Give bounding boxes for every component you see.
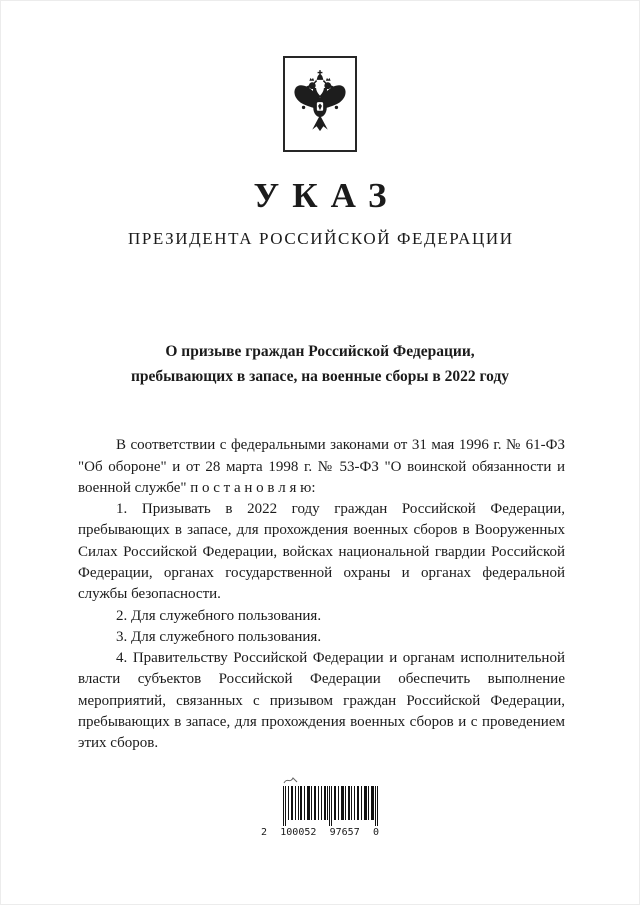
paragraph-item-3: 3. Для служебного пользования. bbox=[116, 628, 322, 645]
barcode-digit-group: 2 bbox=[261, 827, 268, 838]
decree-subject-line-2: пребывающих в запасе, на военные сборы в 2022 году bbox=[130, 368, 510, 386]
barcode-digit-group: 100052 bbox=[280, 827, 317, 838]
decree-subject-line-1: О призыве граждан Российской Федерации, bbox=[165, 343, 475, 360]
barcode-digit-group: 97657 bbox=[329, 827, 360, 838]
barcode bbox=[261, 786, 379, 838]
barcode-number bbox=[261, 827, 379, 838]
decree-subject-heading bbox=[0, 339, 640, 389]
double-headed-eagle-icon bbox=[291, 66, 349, 142]
paragraph-item-2: 2. Для служебного пользования. bbox=[116, 607, 322, 624]
decree-body bbox=[78, 435, 565, 754]
barcode-digit-group: 0 bbox=[372, 827, 379, 838]
paragraph-preamble: В соответствии с федеральными законами от 31 мая 1996 г. № 61-ФЗ "Об обороне" и от 28 марта 1998 г. № 53-ФЗ "О воинской обязанности и военной службе" п о с т а н о в л я ю: bbox=[78, 437, 565, 496]
tiny-print-mark bbox=[283, 776, 301, 785]
document-subtitle: ПРЕЗИДЕНТА РОССИЙСКОЙ ФЕДЕРАЦИИ bbox=[127, 229, 514, 248]
paragraph-item-4: 4. Правительству Российской Федерации и органам исполнительной власти субъектов Российской Федерации обеспечить выполнение мероприятий, связанных с призывом граждан Российской Федерации, пребывающих в запасе, для прохождения военных сборов и с проведением этих сборов. bbox=[78, 650, 565, 752]
document-title: УКАЗ bbox=[253, 176, 400, 215]
paragraph-item-1: 1. Призывать в 2022 году граждан Российской Федерации, пребывающих в запасе, для прохождения военных сборов в Вооруженных Силах Российской Федерации, войсках национальной гвардии Российской Федерации, органах государственной охраны и органах федеральной службы безопасности. bbox=[78, 501, 565, 603]
barcode-bars-icon bbox=[283, 786, 379, 826]
coat-of-arms-box bbox=[283, 56, 357, 152]
